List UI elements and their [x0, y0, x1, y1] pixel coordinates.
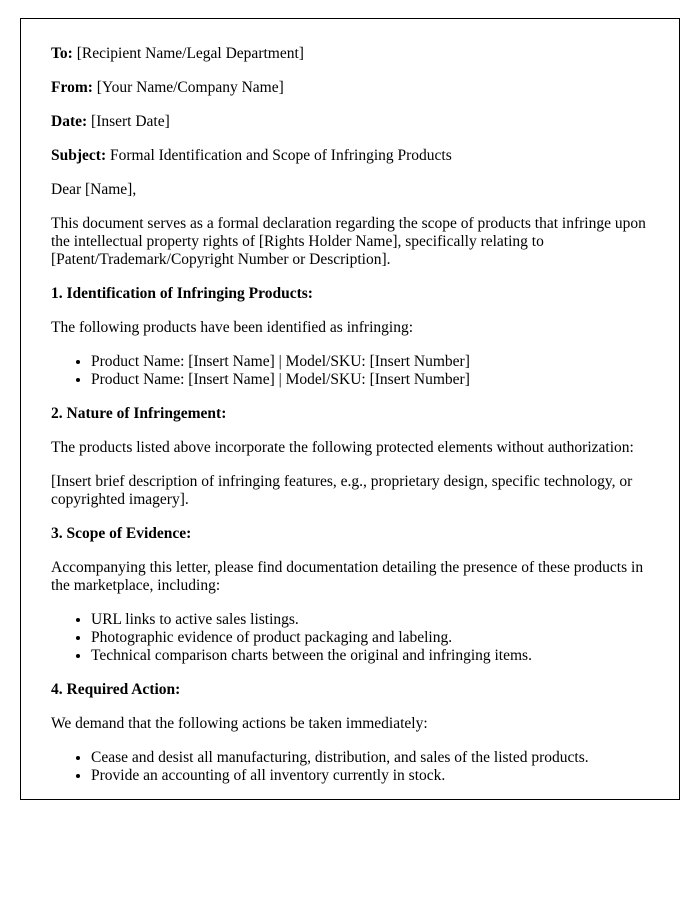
bullet-item: • Technical comparison charts between the original and infringing items. [91, 647, 649, 665]
intro-paragraph: This document serves as a formal declaration regarding the scope of products that infringe upon the intellectual property rights of [Rights Holder Name], specifically relating to [Patent/Trademark/Copyright Number or Description]. [51, 215, 646, 268]
bullet-item: • Product Name: [Insert Name] | Model/SKU: [Insert Number] [91, 371, 649, 389]
section-3-body: Accompanying this letter, please find documentation detailing the presence of these products in the marketplace, including: [51, 559, 644, 594]
section-4-heading: 4. Required Action: [51, 681, 181, 698]
bullet-item: • URL links to active sales listings. [91, 611, 649, 629]
section-3-heading: 3. Scope of Evidence: [51, 525, 192, 542]
field-to [51, 45, 649, 63]
field-from [51, 79, 649, 97]
field-from-value: [Your Name/Company Name] [96, 79, 284, 96]
document-page [20, 18, 680, 800]
field-subject-value: Formal Identification and Scope of Infringing Products [109, 147, 452, 164]
field-from-label: From: [51, 79, 93, 96]
bullet-item: • Product Name: [Insert Name] | Model/SKU: [Insert Number] [91, 353, 649, 371]
bullet-item: • Cease and desist all manufacturing, distribution, and sales of the listed products. [91, 749, 649, 767]
section-1-heading: 1. Identification of Infringing Products: [51, 285, 313, 302]
field-date-label: Date: [51, 113, 88, 130]
field-subject [51, 147, 649, 165]
section-1-body: The following products have been identified as infringing: [51, 319, 414, 336]
section-2-body: The products listed above incorporate the following protected elements without authorization: [51, 439, 634, 456]
section-2-heading: 2. Nature of Infringement: [51, 405, 227, 422]
bullet-item: • Photographic evidence of product packaging and labeling. [91, 629, 649, 647]
section-4-bullet-list [51, 749, 649, 785]
section-4-body: We demand that the following actions be taken immediately: [51, 715, 428, 732]
field-to-value: [Recipient Name/Legal Department] [76, 45, 304, 62]
section-1-bullet-list [51, 353, 649, 389]
field-date-value: [Insert Date] [91, 113, 170, 130]
section-2-body2: [Insert brief description of infringing features, e.g., proprietary design, specific technology, or copyrighted imagery]. [51, 473, 633, 508]
field-subject-label: Subject: [51, 147, 107, 164]
greeting: Dear [Name], [51, 181, 137, 198]
field-to-label: To: [51, 45, 73, 62]
field-date [51, 113, 649, 131]
bullet-item: • Provide an accounting of all inventory currently in stock. [91, 767, 649, 785]
section-3-bullet-list [51, 611, 649, 665]
